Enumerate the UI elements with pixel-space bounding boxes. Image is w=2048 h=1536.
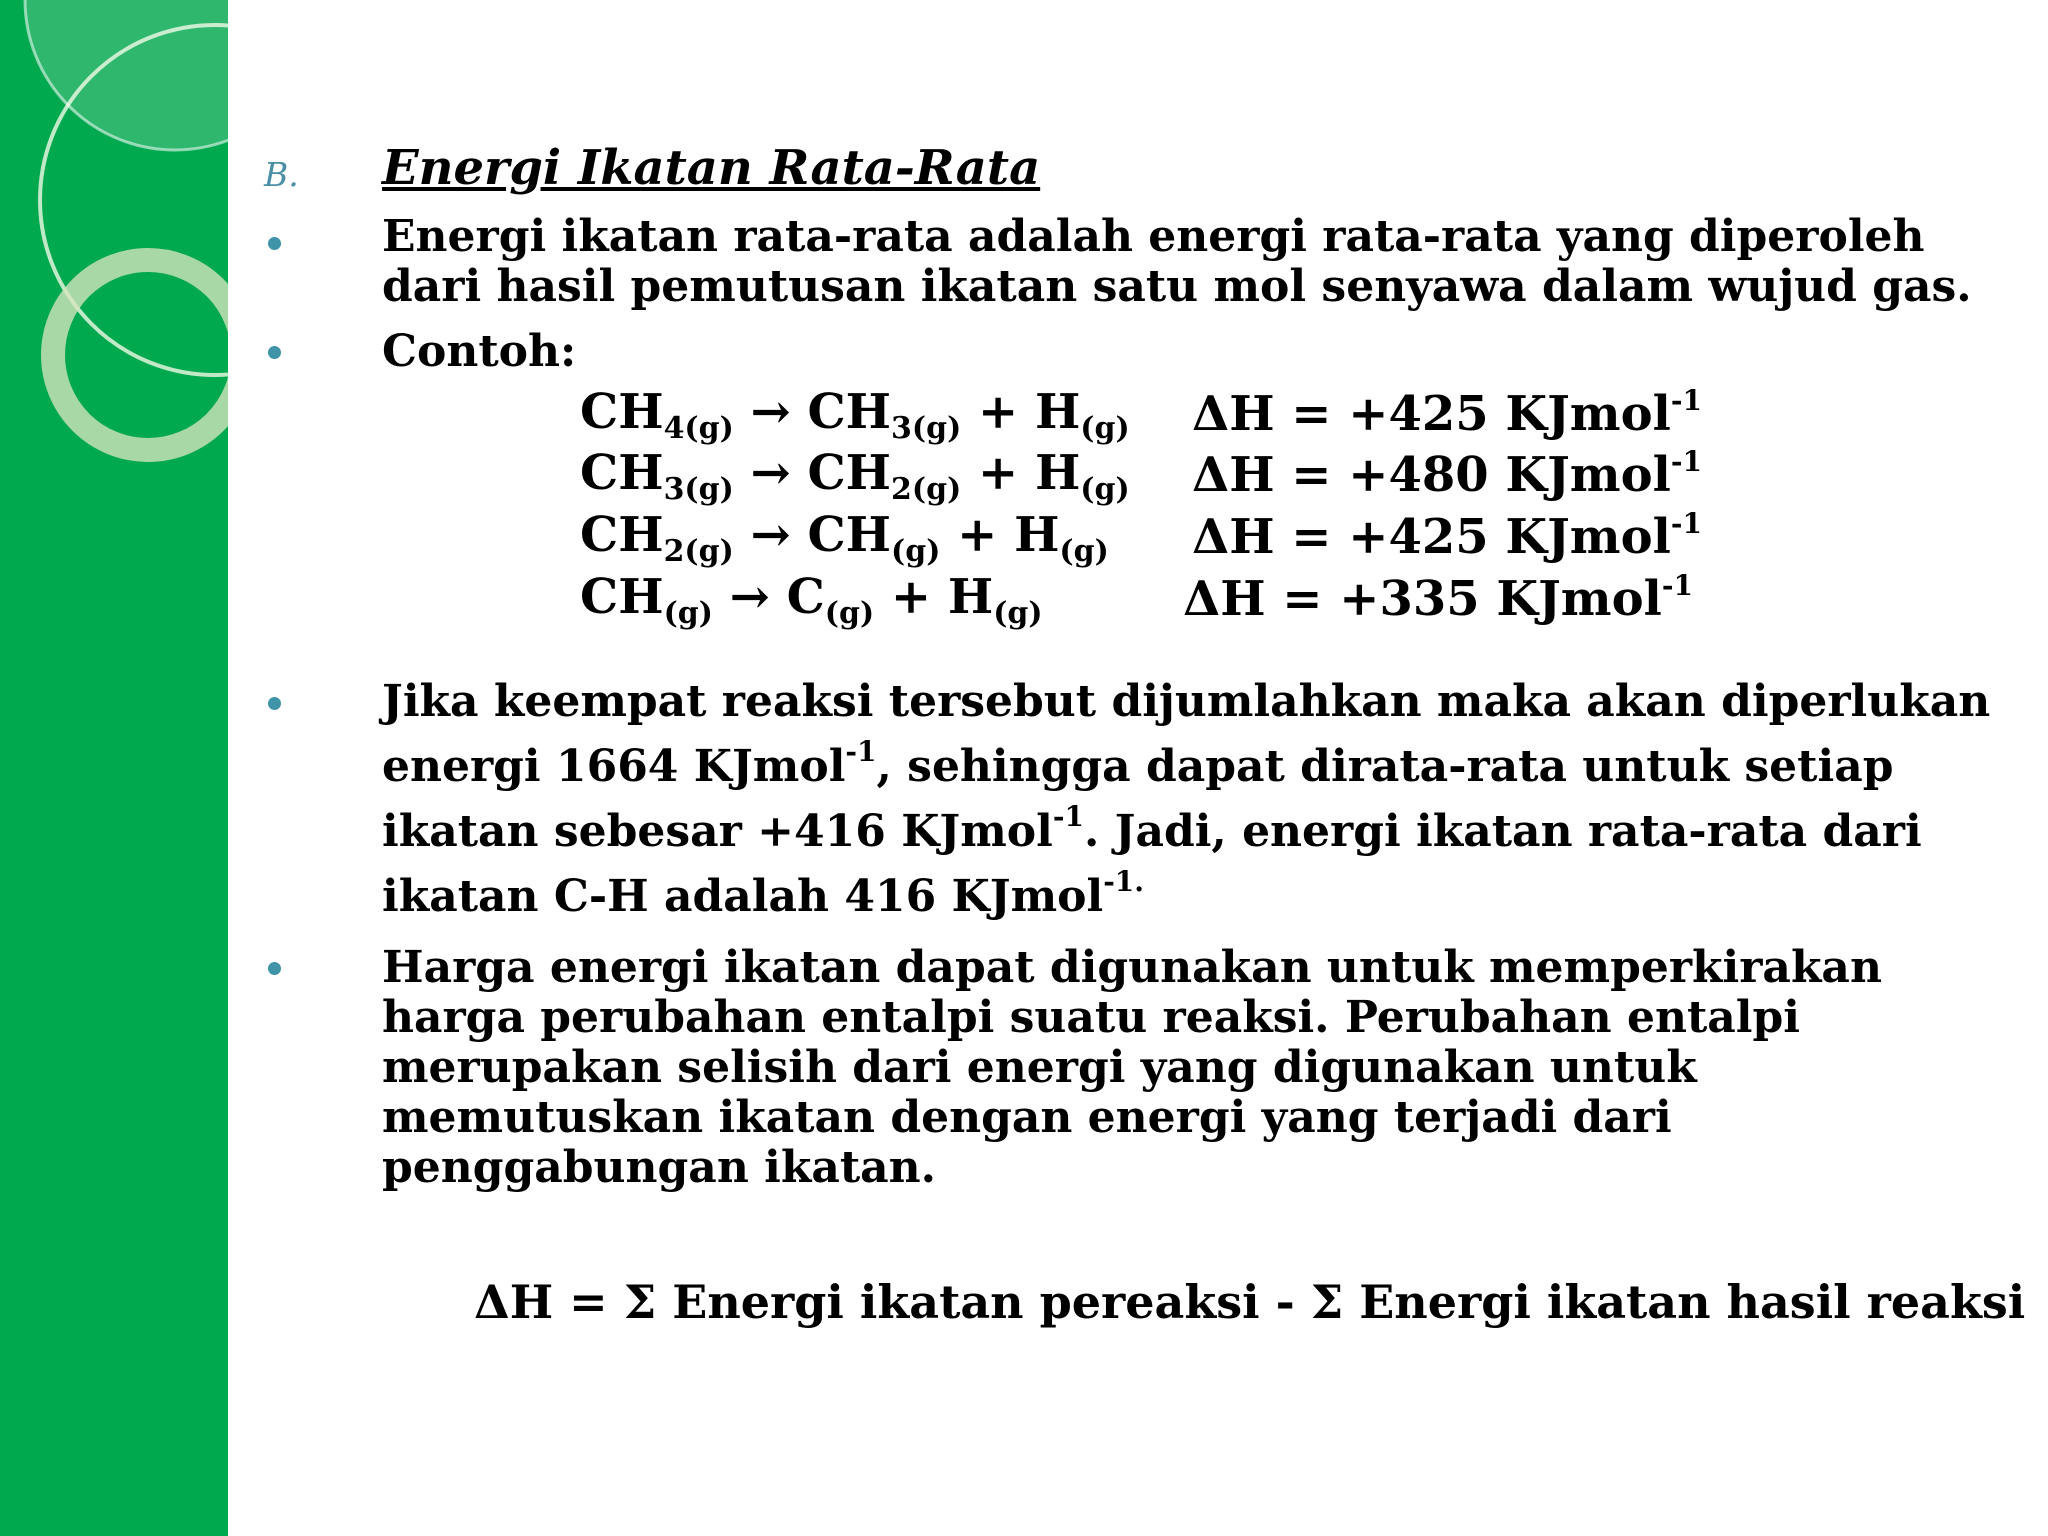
reaction-enthalpy: ΔH = +425 KJmol$^{-1}$ (1192, 384, 1702, 442)
sum-line: Jika keempat reaksi tersebut dijumlahkan maka akan diperlukan (382, 676, 1991, 727)
enthalpy-line: penggabungan ikatan. (382, 1142, 936, 1193)
definition-line: Energi ikatan rata-rata adalah energi rata-rata yang diperoleh (382, 211, 1925, 262)
example-label: Contoh: (382, 326, 577, 377)
sum-line: energi 1664 KJmol$^{-1}$, sehingga dapat dirata-rata untuk setiap (382, 735, 1894, 792)
reaction-equation: $CH_{(g)} \to C_{(g)} + H_{(g)}$ (580, 569, 1043, 631)
sum-line: ikatan sebesar +416 KJmol$^{-1}$. Jadi, energi ikatan rata-rata dari (382, 800, 1922, 857)
sum-paragraph (382, 677, 1990, 922)
enthalpy-line: Harga energi ikatan dapat digunakan untuk memperkirakan (382, 942, 1882, 993)
reaction-enthalpy: ΔH = +480 KJmol$^{-1}$ (1192, 445, 1702, 503)
enthalpy-line: memutuskan ikatan dengan energi yang terjadi dari (382, 1092, 1672, 1143)
bullet-icon (268, 697, 281, 710)
enthalpy-formula: ΔH = Σ Energi ikatan pereaksi - Σ Energi ikatan hasil reaksi (474, 1275, 2026, 1329)
section-title: Energi Ikatan Rata-Rata (382, 140, 1041, 196)
sum-line: ikatan C-H adalah 416 KJmol$^{-1.}$ (382, 865, 1145, 922)
bullet-icon (268, 237, 281, 250)
enthalpy-line: merupakan selisih dari energi yang digunakan untuk (382, 1042, 1697, 1093)
reaction-equation: $CH_{4(g)} \to CH_{3(g)} + H_{(g)}$ (580, 384, 1130, 446)
section-letter: B. (264, 155, 299, 194)
bullet-icon (268, 962, 281, 975)
reaction-enthalpy: ΔH = +335 KJmol$^{-1}$ (1183, 569, 1693, 627)
definition-paragraph (382, 212, 1972, 312)
reaction-enthalpy: ΔH = +425 KJmol$^{-1}$ (1192, 507, 1702, 565)
reaction-equation: $CH_{3(g)} \to CH_{2(g)} + H_{(g)}$ (580, 445, 1130, 507)
bullet-icon (268, 346, 281, 359)
enthalpy-paragraph (382, 943, 1882, 1193)
enthalpy-line: harga perubahan entalpi suatu reaksi. Perubahan entalpi (382, 992, 1800, 1043)
reaction-equation: $CH_{2(g)} \to CH_{(g)} + H_{(g)}$ (580, 507, 1109, 569)
definition-line: dari hasil pemutusan ikatan satu mol senyawa dalam wujud gas. (382, 261, 1972, 312)
